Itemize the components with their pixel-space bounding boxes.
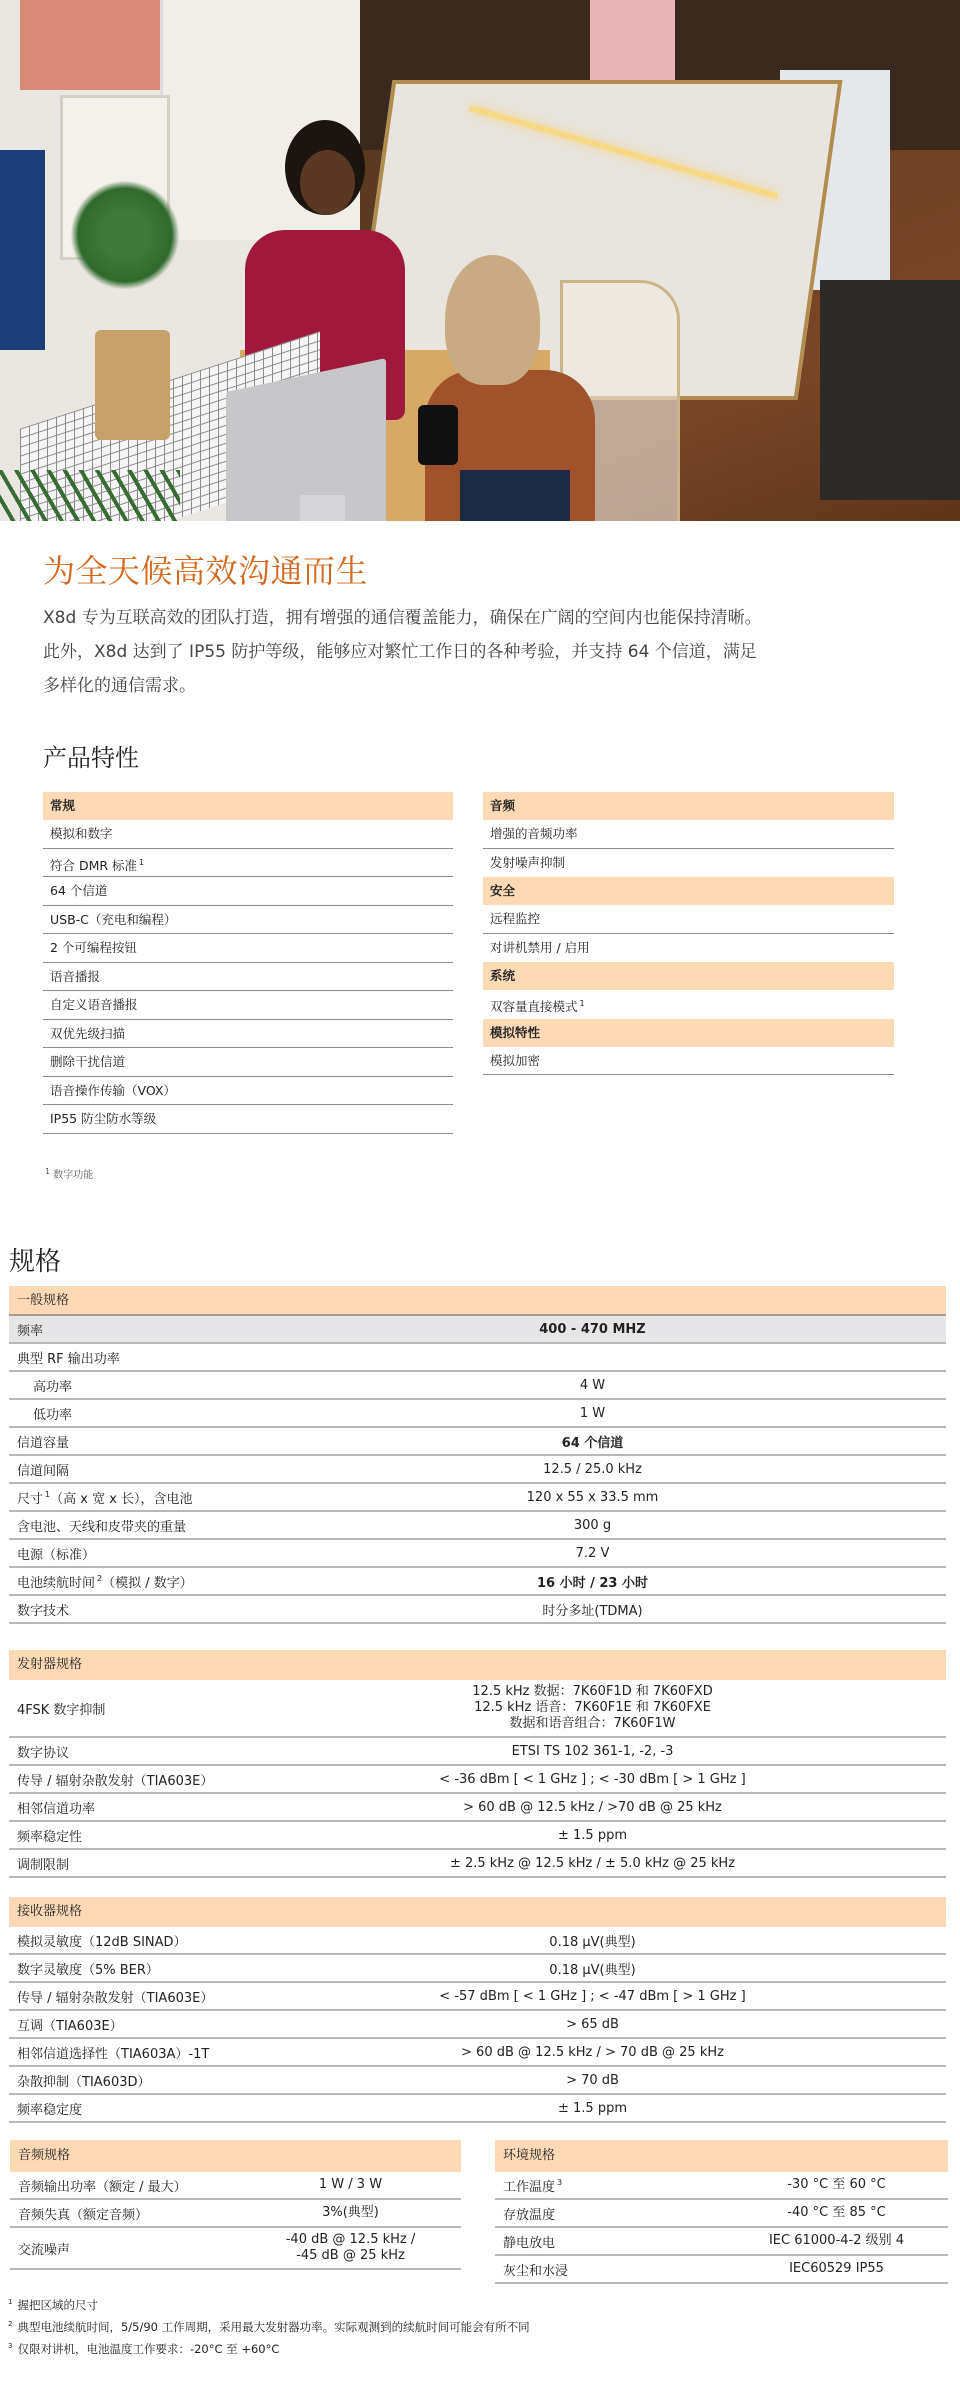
feature-item: 自定义语音播报	[43, 991, 453, 1020]
footnote: $^3$ 仅限对讲机，电池温度工作要求：-20°C 至 +60°C	[8, 2341, 280, 2356]
hero-fern	[0, 470, 180, 521]
spec-section-header: 发射器规格	[9, 1650, 946, 1680]
spec-row: 频率稳定性 ± 1.5 ppm	[9, 1822, 946, 1850]
spec-row: 灰尘和水浸 IEC60529 IP55	[495, 2256, 948, 2284]
feature-item: 64 个信道	[43, 877, 453, 906]
spec-section-header: 环境规格	[495, 2140, 948, 2172]
feature-item: 发射噪声抑制	[483, 849, 894, 878]
audio-specs-table	[10, 2140, 461, 2270]
features-section-header: 模拟特性	[483, 1019, 894, 1047]
hero-customer-jeans	[460, 470, 570, 521]
features-footnote: $^1$ 数字功能	[45, 1166, 94, 1181]
feature-item: IP55 防尘防水等级	[43, 1105, 453, 1134]
feature-item: 符合 DMR 标准 $^1$	[43, 849, 453, 878]
features-section-header: 安全	[483, 877, 894, 905]
hero-pink-wall	[20, 0, 160, 90]
feature-item: 增强的音频功率	[483, 820, 894, 849]
feature-item: 双优先级扫描	[43, 1020, 453, 1049]
spec-row: 数字技术 时分多址(TDMA)	[9, 1596, 946, 1624]
hero-handbag	[418, 405, 458, 465]
spec-row: 4FSK 数字抑制 12.5 kHz 数据：7K60F1D 和 7K60FXD 12.5 kHz 语音：7K60F1E 和 7K60FXE 数据和语音组合：7K60F1W	[9, 1680, 946, 1738]
spec-row: 尺寸 $^1$（高 x 宽 x 长），含电池 120 x 55 x 33.5 mm	[9, 1484, 946, 1512]
feature-item: 模拟加密	[483, 1047, 894, 1076]
feature-item: 双容量直接模式 $^1$	[483, 990, 894, 1019]
spec-row: 频率稳定度 ± 1.5 ppm	[9, 2095, 946, 2123]
footnote-marker: 1	[579, 999, 585, 1008]
spec-row: 相邻信道功率 > 60 dB @ 12.5 kHz / >70 dB @ 25 kHz	[9, 1794, 946, 1822]
footnote-marker: 1	[45, 1490, 51, 1500]
hero-rug	[820, 280, 960, 500]
spec-row: 静电放电 IEC 61000-4-2 级别 4	[495, 2228, 948, 2256]
spec-row: 电源（标准） 7.2 V	[9, 1540, 946, 1568]
feature-item: 模拟和数字	[43, 820, 453, 849]
footnote-marker: 3	[557, 2178, 563, 2188]
spec-row: 工作温度 $^3$ -30 °C 至 60 °C	[495, 2172, 948, 2200]
feature-item: 语音操作传输（VOX）	[43, 1077, 453, 1106]
feature-item: USB-C（充电和编程）	[43, 906, 453, 935]
environment-specs-table	[495, 2140, 948, 2284]
hero-monitor-stand	[300, 495, 345, 521]
spec-section-header: 音频规格	[10, 2140, 461, 2172]
spec-row: 高功率 4 W	[9, 1372, 946, 1400]
spec-row: 数字灵敏度（5% BER） 0.18 µV(典型)	[9, 1955, 946, 1983]
features-section-header: 音频	[483, 792, 894, 820]
spec-row: 电池续航时间 $^2$（模拟 / 数字） 16 小时 / 23 小时	[9, 1568, 946, 1596]
spec-row: 传导 / 辐射杂散发射（TIA603E） < -57 dBm [ < 1 GHz ] ; < -47 dBm [ > 1 GHz ]	[9, 1983, 946, 2011]
spec-row: 调制限制 ± 2.5 kHz @ 12.5 kHz / ± 5.0 kHz @ 25 kHz	[9, 1850, 946, 1878]
intro-body: X8d 专为互联高效的团队打造，拥有增强的通信覆盖能力，确保在广阔的空间内也能保持清晰。此外，X8d 达到了 IP55 防护等级，能够应对繁忙工作日的各种考验，并支持 64 个信道，满足多样化的通信需求。	[43, 608, 762, 696]
receiver-specs-table	[9, 1897, 946, 2123]
spec-row: 模拟灵敏度（12dB SINAD） 0.18 µV(典型)	[9, 1927, 946, 1955]
spec-row: 典型 RF 输出功率	[9, 1344, 946, 1372]
hero-customer-hair	[445, 255, 540, 385]
feature-item: 远程监控	[483, 905, 894, 934]
spec-section-header: 接收器规格	[9, 1897, 946, 1927]
spec-footnotes	[8, 2293, 530, 2358]
spec-row: 信道间隔 12.5 / 25.0 kHz	[9, 1456, 946, 1484]
spec-section-header: 一般规格	[9, 1286, 946, 1316]
spec-row: 存放温度 -40 °C 至 85 °C	[495, 2200, 948, 2228]
spec-row: 音频失真（额定音频） 3%(典型)	[10, 2200, 461, 2228]
hero-image	[0, 0, 960, 521]
intro-title: 为全天候高效沟通而生	[43, 552, 369, 590]
feature-item: 语音播报	[43, 963, 453, 992]
spec-row: 传导 / 辐射杂散发射（TIA603E） < -36 dBm [ < 1 GHz ] ; < -30 dBm [ > 1 GHz ]	[9, 1766, 946, 1794]
features-section-header: 系统	[483, 962, 894, 990]
features-title: 产品特性	[43, 744, 139, 772]
spec-row: 互调（TIA603E） > 65 dB	[9, 2011, 946, 2039]
features-section-header: 常规	[43, 792, 453, 820]
hero-blue-bag	[0, 150, 45, 350]
feature-item: 删除干扰信道	[43, 1048, 453, 1077]
hero-hanging-pot	[95, 330, 170, 440]
spec-row: 交流噪声 -40 dB @ 12.5 kHz / -45 dB @ 25 kHz	[10, 2228, 461, 2270]
hero-employee-face	[300, 150, 355, 215]
feature-item: 对讲机禁用 / 启用	[483, 934, 894, 963]
features-other-table	[483, 792, 894, 1075]
features-general-table	[43, 792, 453, 1134]
spec-row: 杂散抑制（TIA603D） > 70 dB	[9, 2067, 946, 2095]
spec-row: 音频输出功率（额定 / 最大） 1 W / 3 W	[10, 2172, 461, 2200]
feature-item: 2 个可编程按钮	[43, 934, 453, 963]
footnote-marker: 2	[97, 1574, 103, 1584]
specs-title: 规格	[9, 1247, 62, 1277]
footnote-marker: 1	[139, 857, 145, 867]
spec-row: 数字协议 ETSI TS 102 361-1, -2, -3	[9, 1738, 946, 1766]
footnote: $^1$ 握把区域的尺寸	[8, 2297, 98, 2312]
spec-row: 相邻信道选择性（TIA603A）-1T > 60 dB @ 12.5 kHz / > 70 dB @ 25 kHz	[9, 2039, 946, 2067]
transmitter-specs-table	[9, 1650, 946, 1878]
spec-row: 含电池、天线和皮带夹的重量 300 g	[9, 1512, 946, 1540]
hero-plant	[70, 180, 180, 290]
spec-row: 信道容量 64 个信道	[9, 1428, 946, 1456]
footnote: $^2$ 典型电池续航时间，5/5/90 工作周期，采用最大发射器功率。实际观测到的续航时间可能会有所不同	[8, 2319, 530, 2334]
spec-row: 低功率 1 W	[9, 1400, 946, 1428]
general-specs-table	[9, 1286, 946, 1624]
spec-row: 频率 400 - 470 MHZ	[9, 1316, 946, 1344]
